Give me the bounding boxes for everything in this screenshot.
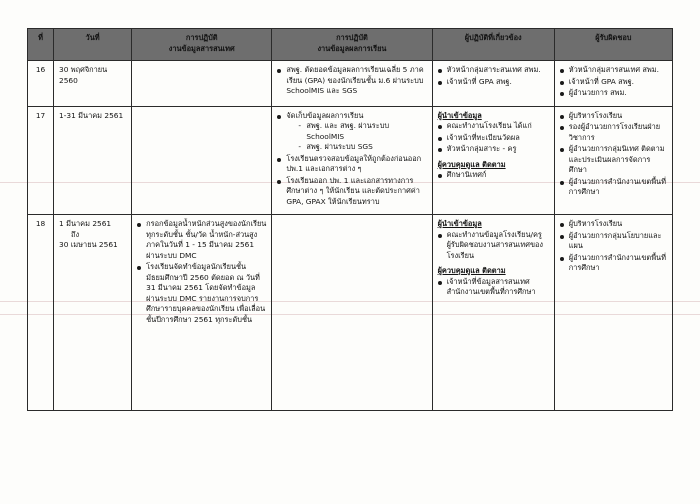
list-item: จัดเก็บข้อมูลผลการเรียน - สพฐ. และ สพฐ. ผ่านระบบ SchoolMIS - สพฐ. ผ่านระบบ SGS [277,111,426,153]
group-title: ผู้ควบคุมดูแล ติดตาม [437,159,506,169]
related-group-items [438,230,549,262]
cell-date [54,106,132,215]
list-item: ผู้บริหารโรงเรียน [560,219,667,230]
list-item: ศึกษานิเทศก์ [438,170,549,181]
list-item: ผู้อำนวยการกลุ่มนโยบายและแผน [560,231,667,252]
list-item: คณะทำงานโรงเรียน ได้แก่ [438,121,549,132]
cell-related-parties [432,61,554,107]
cell-info-work [132,215,272,411]
grade-work-list [277,111,426,208]
date-line: 30 เมษายน 2561 [59,240,118,250]
cell-related-parties [432,106,554,215]
list-item: คณะทำงานข้อมูลโรงเรียน/ครู ผู้รับผิดชอบงานสารสนเทศของโรงเรียน [438,230,549,262]
cell-responsible [554,215,672,411]
sub-list-item: - สพฐ. ผ่านระบบ SGS [286,142,426,153]
responsible-list [560,65,667,99]
cell-related-parties [432,215,554,411]
list-item: กรอกข้อมูลน้ำหนักส่วนสูงของนักเรียนทุกระดับชั้น ชั้น/วัด น้ำหนัก-ส่วนสูง ภาคในวันที่ 1 - 15 มีนาคม 2561 ผ่านระบบ DMC [137,219,266,261]
info-work-list [137,219,266,325]
list-item: ผู้บริหารโรงเรียน [560,111,667,122]
column-header-related: ผู้ปฏิบัติที่เกี่ยวข้อง [432,29,554,61]
table-row [28,106,673,215]
sub-list-item: - สพฐ. และ สพฐ. ผ่านระบบ SchoolMIS [286,121,426,142]
cell-row-number: 18 [28,215,54,411]
schedule-table [27,28,673,411]
list-item: ผู้อำนวยการสำนักงานเขตพื้นที่การศึกษา [560,177,667,198]
related-group-items [438,170,549,181]
list-item: โรงเรียนตรวจสอบข้อมูลให้ถูกต้องก่อนออก ปพ.1 และเอกสารต่าง ๆ [277,154,426,175]
list-item: โรงเรียนจัดทำข้อมูลนักเรียนชั้นมัธยมศึกษาปี 2560 ตัดยอด ณ วันที่ 31 มีนาคม 2561 โดยจัดทำข้อมูลผ่านระบบ DMC รายงานการจบการศึกษารายบุคคลของนักเรียน เพื่อเลื่อนชั้นปีการศึกษา 2561 ทุกระดับชั้น [137,262,266,325]
list-item: เจ้าหน้าที่ทะเบียนวัดผล [438,133,549,144]
list-item: เจ้าหน้าที่ GPA สพฐ. [560,77,667,88]
list-item: ผู้อำนวยการ สพม. [560,88,667,99]
column-header-responsible: ผู้รับผิดชอบ [554,29,672,61]
group-title: ผู้ควบคุมดูแล ติดตาม [437,266,506,276]
cell-date [54,61,132,107]
responsible-list [560,219,667,274]
group-title: ผู้นำเข้าข้อมูล [437,219,482,229]
date-line: 30 พฤศจิกายน 2560 [59,65,108,85]
list-item: ผู้อำนวยการสำนักงานเขตพื้นที่การศึกษา [560,253,667,274]
table-body [28,61,673,411]
responsible-list [560,111,667,198]
list-item: หัวหน้ากลุ่มสาระสนเทศ สพม. [438,65,549,76]
cell-info-work [132,106,272,215]
cell-info-work [132,61,272,107]
list-item: สพฐ. ตัดยอดข้อมูลผลการเรียนเฉลี่ย 5 ภาคเรียน (GPA) ของนักเรียนชั้น ม.6 ผ่านระบบ SchoolMIS และ SGS [277,65,426,97]
cell-responsible [554,106,672,215]
list-item: เจ้าหน้าที่ข้อมูลสารสนเทศ สำนักงานเขตพื้นที่การศึกษา [438,277,549,298]
column-header-grade-work: การปฏิบัติ งานข้อมูลผลการเรียน [272,29,432,61]
group-title: ผู้นำเข้าข้อมูล [437,110,482,120]
cell-grade-work [272,106,432,215]
column-header-date: วันที่ [54,29,132,61]
date-line: 1 มีนาคม 2561 [59,219,112,229]
cell-date [54,215,132,411]
date-line: 1-31 มีนาคม 2561 [59,110,124,120]
list-item: หัวหน้ากลุ่มสาระ - ครู [438,144,549,155]
column-header-no: ที่ [28,29,54,61]
table-header-row [28,29,673,61]
list-item: ผู้อำนวยการกลุ่มนิเทศ ติดตาม และประเมินผลการจัดการศึกษา [560,144,667,176]
list-item: หัวหน้ากลุ่มสารสนเทศ สพม. [560,65,667,76]
list-item: โรงเรียนออก ปพ. 1 และเอกสารทางการศึกษาต่าง ๆ ให้นักเรียน และตัดประกาศค่า GPA, GPAX ให้นักเรียนทราบ [277,176,426,208]
related-group-items [438,277,549,298]
related-list [438,65,549,87]
date-line: ถึง [71,229,80,239]
table-header [28,29,673,61]
cell-grade-work [272,215,432,411]
cell-responsible [554,61,672,107]
list-item: รองผู้อำนวยการโรงเรียนฝ่ายวิชาการ [560,122,667,143]
cell-row-number: 16 [28,61,54,107]
column-header-info-work: การปฏิบัติ งานข้อมูลสารสนเทศ [132,29,272,61]
table-row [28,61,673,107]
table-row [28,215,673,411]
cell-row-number: 17 [28,106,54,215]
cell-grade-work [272,61,432,107]
list-item: เจ้าหน้าที่ GPA สพฐ. [438,77,549,88]
grade-work-list [277,65,426,97]
related-group-items [438,121,549,155]
